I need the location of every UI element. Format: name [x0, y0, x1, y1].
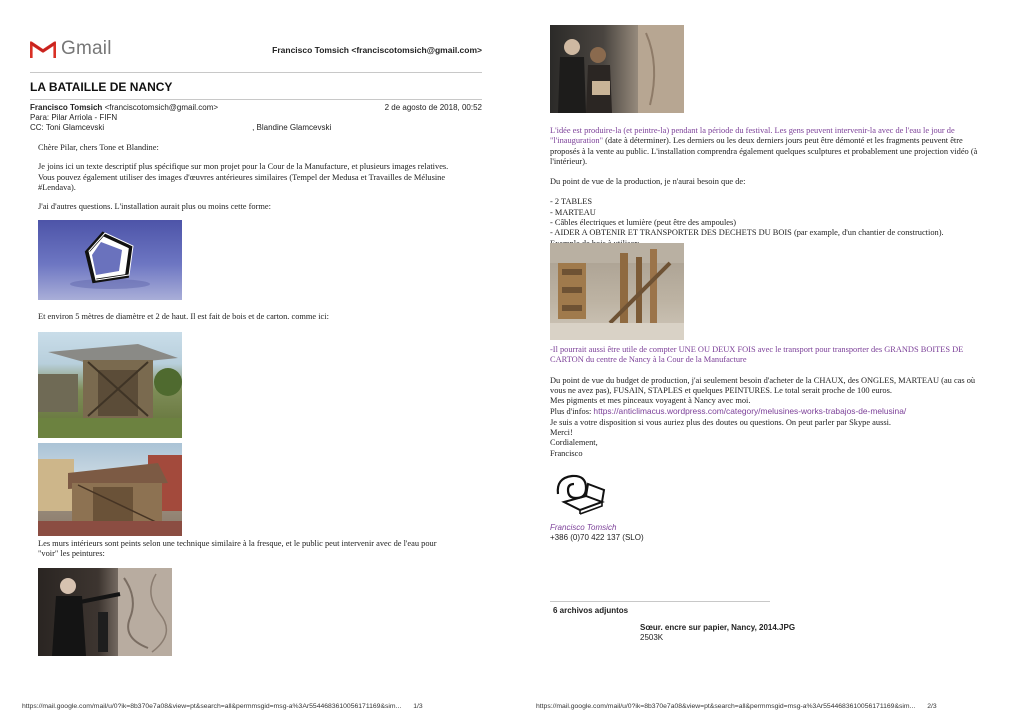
signature-phone: +386 (0)70 422 137 (SLO) [550, 533, 644, 542]
list-item: - 2 TABLES [550, 197, 592, 207]
shack-photo-2 [38, 443, 182, 536]
signature-block [550, 523, 992, 543]
painting-illustration [38, 568, 172, 656]
email-body-part-5 [550, 345, 992, 459]
visitors-illustration [550, 25, 684, 113]
signature-name: Francisco Tomsich [550, 523, 617, 532]
highlighted-text: -Il pourrait aussi être utile de compter UNE OU DEUX FOIS avec le transport pour transporter des GRANDS BOITES DE CARTON du centre de Nancy à la Cour de la Manufacture [550, 345, 964, 365]
paragraph: Mes pigments et mes pinceaux voyagent à Nancy avec moi. [550, 396, 751, 406]
shack-photo-1 [38, 332, 182, 438]
divider [30, 99, 482, 100]
painting-wall-photo [38, 568, 172, 656]
page-number: 2/3 [927, 703, 937, 710]
paragraph: Du point de vue du budget de production, j'ai seulement besoin d'acheter de la CHAUX, des ONGLES, MARTEAU (au cas où vous ne avez pas), FUSAIN, STAPLES et quelques PEINTURES. Le total serait proche de 100 euros. [550, 375, 976, 395]
footer-url: https://mail.google.com/mail/u/0?ik=8b370e7a08&view=pt&search=all&permmsgid=msg-a%3Ar5544683610056171169&sim... [536, 703, 916, 710]
cc-suffix: , Blandine Glamcevski [252, 123, 332, 132]
page-footer [536, 703, 937, 710]
more-info-label: Plus d'infos: [550, 407, 594, 417]
paragraph: Du point de vue de la production, je n'aurai besoin que de: [550, 177, 746, 187]
paragraph [550, 406, 992, 417]
paragraph: Je suis a votre disposition si vous auriez plus des doutes ou questions. On peut parler par Skype aussi. [550, 417, 892, 427]
gmail-m-icon [30, 39, 56, 59]
attachment-size: 2503K [640, 633, 664, 642]
attachment-item[interactable] [640, 623, 795, 643]
closing-line: Francisco [550, 448, 583, 458]
email-body-part-2 [38, 312, 458, 322]
page-footer [22, 703, 423, 710]
cc-prefix: CC: Toni Glamcevski [30, 123, 105, 132]
attachments-header: 6 archivos adjuntos [553, 606, 629, 615]
list-item: - Câbles électriques et lumière (peut être des ampoules) [550, 218, 737, 228]
paragraph: Je joins ici un texte descriptif plus spécifique sur mon projet pour la Cour de la Manufacture, et plusieurs images relatives. Vous pouvez également utiliser des images d'œuvres antérieures similaires (Tempel der Medusa et Travailles de Mélusine #Lendava). [38, 162, 449, 192]
email-subject: LA BATAILLE DE NANCY [30, 80, 173, 94]
gmail-wordmark: Gmail [61, 38, 112, 59]
print-page-2 [512, 0, 1024, 724]
list-item: - AIDER A OBTENIR ET TRANSPORTER DES DECHETS DU BOIS (par example, d'un chantier de construction). [550, 228, 944, 238]
email-body-part-4 [550, 126, 992, 249]
signature-logo-drawing [550, 468, 612, 518]
paragraph: Et environ 5 mètres de diamètre et 2 de haut. Il est fait de bois et de carton. comme ici: [38, 312, 329, 321]
installation-model-image [38, 220, 182, 300]
sender-email: <franciscotomsich@gmail.com> [104, 103, 219, 112]
to-line: Para: Pilar Arriola - FIFN [30, 113, 118, 122]
needs-list [550, 197, 992, 248]
page-number: 1/3 [413, 703, 423, 710]
email-meta [30, 103, 482, 133]
model-shape [38, 220, 182, 300]
sender-name: Francisco Tomsich [30, 103, 103, 112]
cc-line [30, 123, 482, 133]
wood-illustration [550, 243, 684, 340]
gmail-logo [30, 38, 112, 60]
wood-example-photo [550, 243, 684, 340]
paragraph-text: (date à déterminer). Les derniers ou les deux derniers jours peut être démonté et les fragments peuvent être proposés à la vente au public. L'installation comprendra également quelques sculptures et probablement une projection vidéo (à l'intérieur). [550, 136, 978, 166]
paragraph [550, 126, 992, 167]
shack-illustration [38, 332, 182, 438]
account-email: Francisco Tomsich <franciscotomsich@gmail.com> [272, 45, 482, 55]
highlighted-text: L'idée est produire-la (et peintre-la) pendant la période du festival. Les gens peuvent intervenir-la avec de l'eau le jour de "l'inauguration" [550, 126, 955, 146]
paragraph: Les murs intérieurs sont peints selon une technique similaire à la fresque, et le public peut intervenir avec de l'eau pour "voir" les peintures: [38, 539, 437, 559]
email-date: 2 de agosto de 2018, 00:52 [384, 103, 482, 112]
visitors-photo [550, 25, 684, 113]
closing-line: Merci! [550, 428, 573, 438]
divider [550, 601, 770, 602]
more-info-link[interactable]: https://anticlimacus.wordpress.com/category/melusines-works-trabajos-de-melusina/ [593, 406, 907, 417]
footer-url: https://mail.google.com/mail/u/0?ik=8b370e7a08&view=pt&search=all&permmsgid=msg-a%3Ar5544683610056171169&sim... [22, 703, 402, 710]
shack-illustration [38, 443, 182, 536]
greeting: Chère Pilar, chers Tone et Blandine: [38, 143, 159, 152]
attachment-name: Sœur. encre sur papier, Nancy, 2014.JPG [640, 623, 796, 632]
email-body-part-1 [38, 143, 458, 212]
email-body-part-3 [38, 539, 458, 560]
paragraph: J'ai d'autres questions. L'installation aurait plus ou moins cette forme: [38, 202, 271, 212]
signature-logo [550, 468, 612, 518]
list-item: - MARTEAU [550, 207, 596, 217]
closing-line: Cordialement, [550, 438, 598, 448]
divider [30, 72, 482, 73]
